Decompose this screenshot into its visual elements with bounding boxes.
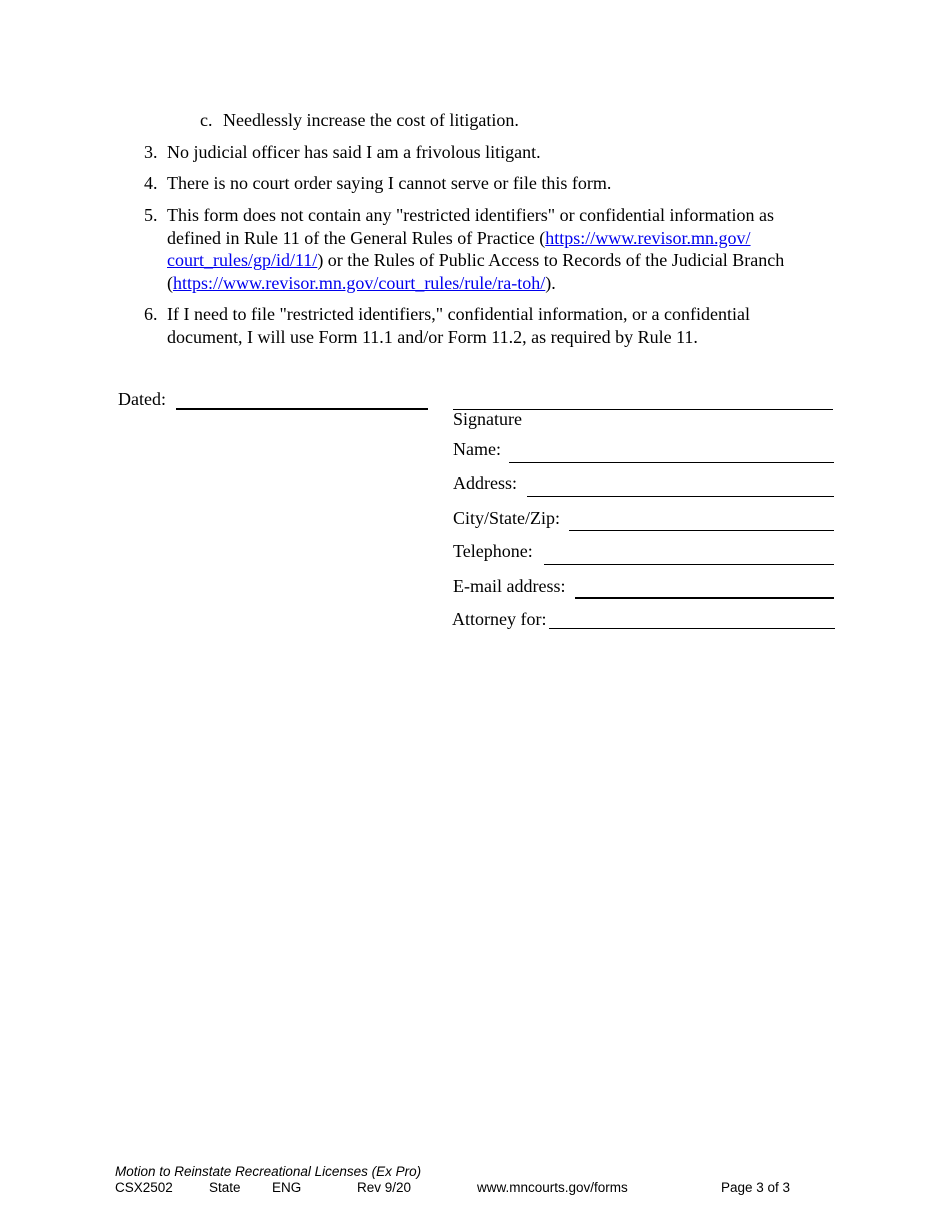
- telephone-field-line[interactable]: [544, 564, 834, 565]
- name-label: Name:: [453, 439, 501, 459]
- name-field-line[interactable]: [509, 462, 834, 463]
- list-item-3-text: No judicial officer has said I am a frivolous litigant.: [167, 142, 541, 162]
- footer-revision: Rev 9/20: [357, 1180, 412, 1195]
- list-item-5-line3-text: ) or the Rules of Public Access to Records of the Judicial Branch: [317, 250, 785, 270]
- list-item-c-text: Needlessly increase the cost of litigation.: [223, 110, 519, 130]
- list-item-4-text: There is no court order saying I cannot serve or file this form.: [167, 173, 612, 193]
- list-item-5-line4-close: ).: [545, 273, 556, 293]
- city-state-zip-label: City/State/Zip:: [453, 508, 560, 528]
- list-marker-5: 5.: [144, 205, 158, 225]
- footer-website: www.mncourts.gov/forms: [477, 1180, 628, 1195]
- footer-form-title: Motion to Reinstate Recreational Licenses (Ex Pro): [115, 1164, 422, 1179]
- list-item-5-line4-open: (: [167, 273, 173, 293]
- signature-label: Signature: [453, 409, 522, 429]
- city-state-zip-field-line[interactable]: [569, 530, 834, 531]
- telephone-label: Telephone:: [453, 541, 533, 561]
- address-label: Address:: [453, 473, 517, 493]
- attorney-for-label: Attorney for:: [452, 609, 547, 629]
- list-item-5-line2-text: defined in Rule 11 of the General Rules of Practice (: [167, 228, 546, 248]
- list-item-6-line2: document, I will use Form 11.1 and/or Form 11.2, as required by Rule 11.: [167, 327, 698, 347]
- footer-jurisdiction: State: [209, 1180, 241, 1195]
- dated-label: Dated:: [118, 389, 166, 409]
- list-marker-c: c.: [200, 110, 213, 130]
- list-item-6-line1: If I need to file "restricted identifiers," confidential information, or a confidential: [167, 304, 750, 324]
- list-marker-3: 3.: [144, 142, 158, 162]
- rule-11-link-part2[interactable]: court_rules/gp/id/11/: [167, 250, 318, 270]
- list-item-5-line4: [167, 272, 556, 295]
- address-field-line[interactable]: [527, 496, 834, 497]
- footer-page-number: Page 3 of 3: [721, 1180, 791, 1195]
- footer-language: ENG: [272, 1180, 302, 1195]
- dated-field-line[interactable]: [176, 408, 428, 410]
- rule-11-link-part1[interactable]: https://www.revisor.mn.gov/: [545, 228, 751, 248]
- email-field-line[interactable]: [575, 597, 834, 599]
- footer-form-code: CSX2502: [115, 1180, 173, 1195]
- list-marker-4: 4.: [144, 173, 158, 193]
- list-item-5-line3: [167, 249, 784, 272]
- email-label: E-mail address:: [453, 576, 566, 596]
- public-access-rules-link[interactable]: https://www.revisor.mn.gov/court_rules/rule/ra-toh/: [173, 273, 546, 293]
- list-marker-6: 6.: [144, 304, 158, 324]
- list-item-5-line1: This form does not contain any "restricted identifiers" or confidential information as: [167, 205, 775, 225]
- attorney-for-field-line[interactable]: [549, 628, 835, 629]
- list-item-5-line2: [167, 227, 751, 250]
